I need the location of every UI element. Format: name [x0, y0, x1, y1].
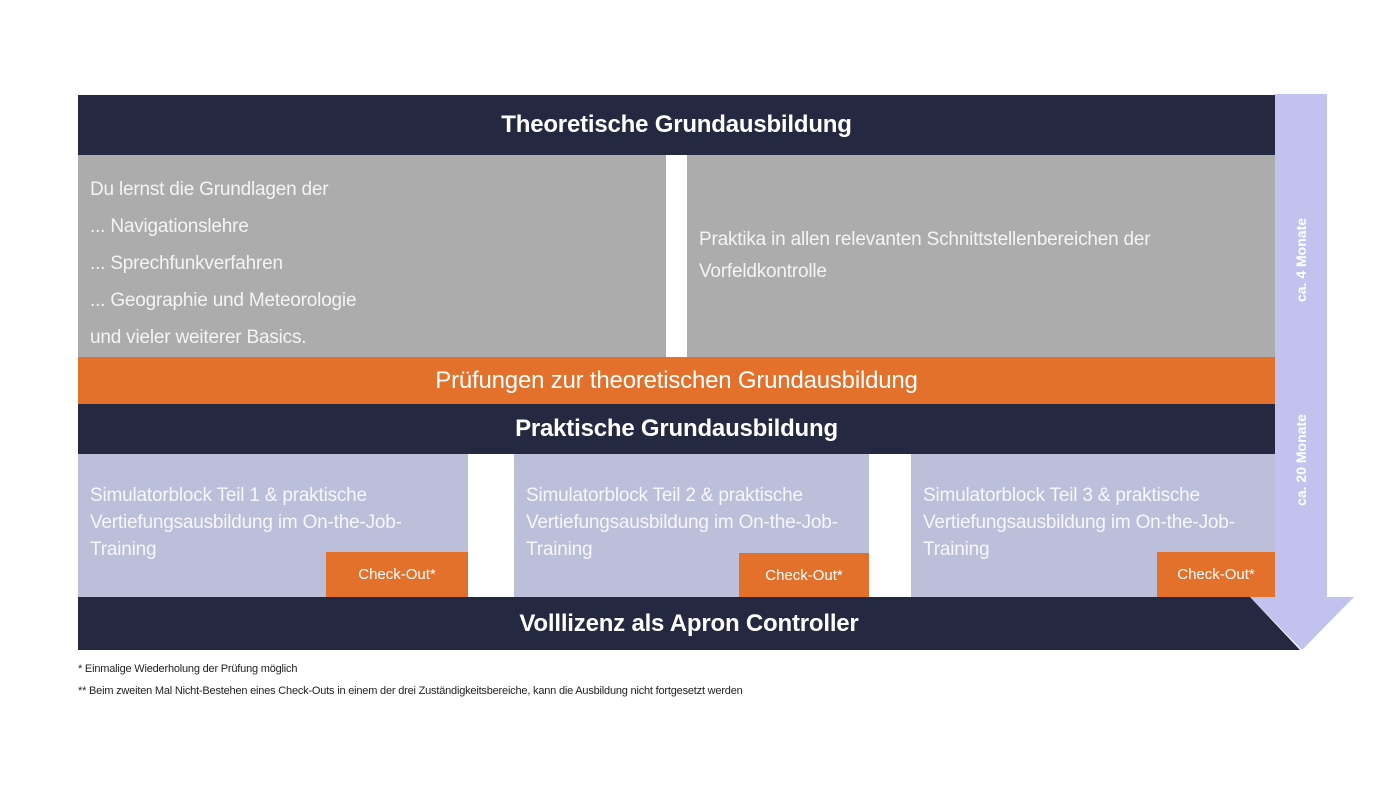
phase2-title-bar — [78, 404, 1275, 454]
phase1-duration — [1245, 217, 1357, 303]
internship-text: Praktika in allen relevanten Schnittstellenbereichen der Vorfeldkontrolle — [699, 229, 1151, 282]
checkout-label: Check-Out* — [765, 566, 843, 584]
checkout-label: Check-Out* — [358, 566, 436, 583]
phase2-title: Praktische Grundausbildung — [515, 415, 838, 442]
result-title — [78, 597, 1300, 650]
theory-line: ... Sprechfunkverfahren — [90, 253, 283, 274]
theory-line: ... Navigationslehre — [90, 216, 249, 237]
phase1-title: Theoretische Grundausbildung — [501, 111, 852, 138]
footnote-2: ** Beim zweiten Mal Nicht-Bestehen eines Check-Outs in einem der drei Zuständigkeitsbereiche, kann die Ausbildung nicht fortgesetzt werden — [78, 685, 743, 697]
simulator-block-text: Simulatorblock Teil 1 & praktische Vertiefungsausbildung im On-the-Job-Training — [90, 485, 402, 560]
theory-line: Du lernst die Grundlagen der — [90, 179, 329, 200]
checkout-badge-1 — [326, 552, 468, 597]
footnote-1: * Einmalige Wiederholung der Prüfung möglich — [78, 663, 298, 675]
result-label: Volllizenz als Apron Controller — [519, 609, 859, 637]
phase2-duration-label: ca. 20 Monate — [1292, 414, 1309, 506]
checkout-badge-3 — [1157, 552, 1275, 597]
simulator-block-text: Simulatorblock Teil 2 & praktische Vertiefungsausbildung im On-the-Job-Training — [526, 485, 838, 560]
phase1-duration-label: ca. 4 Monate — [1293, 217, 1309, 303]
checkout-badge-2 — [739, 553, 869, 597]
checkout-label: Check-Out* — [1177, 566, 1255, 583]
theory-exam-label: Prüfungen zur theoretischen Grundausbildung — [435, 366, 918, 394]
internship-panel — [687, 155, 1275, 357]
simulator-block-text: Simulatorblock Teil 3 & praktische Vertiefungsausbildung im On-the-Job-Training — [923, 485, 1235, 560]
phase2-duration — [1245, 414, 1357, 506]
phase1-title-bar — [78, 95, 1275, 155]
theory-line: ... Geographie und Meteorologie — [90, 290, 357, 311]
theory-basics-panel — [78, 155, 666, 357]
theory-exam-bar — [78, 357, 1275, 404]
theory-line: und vieler weiterer Basics. — [90, 327, 307, 348]
